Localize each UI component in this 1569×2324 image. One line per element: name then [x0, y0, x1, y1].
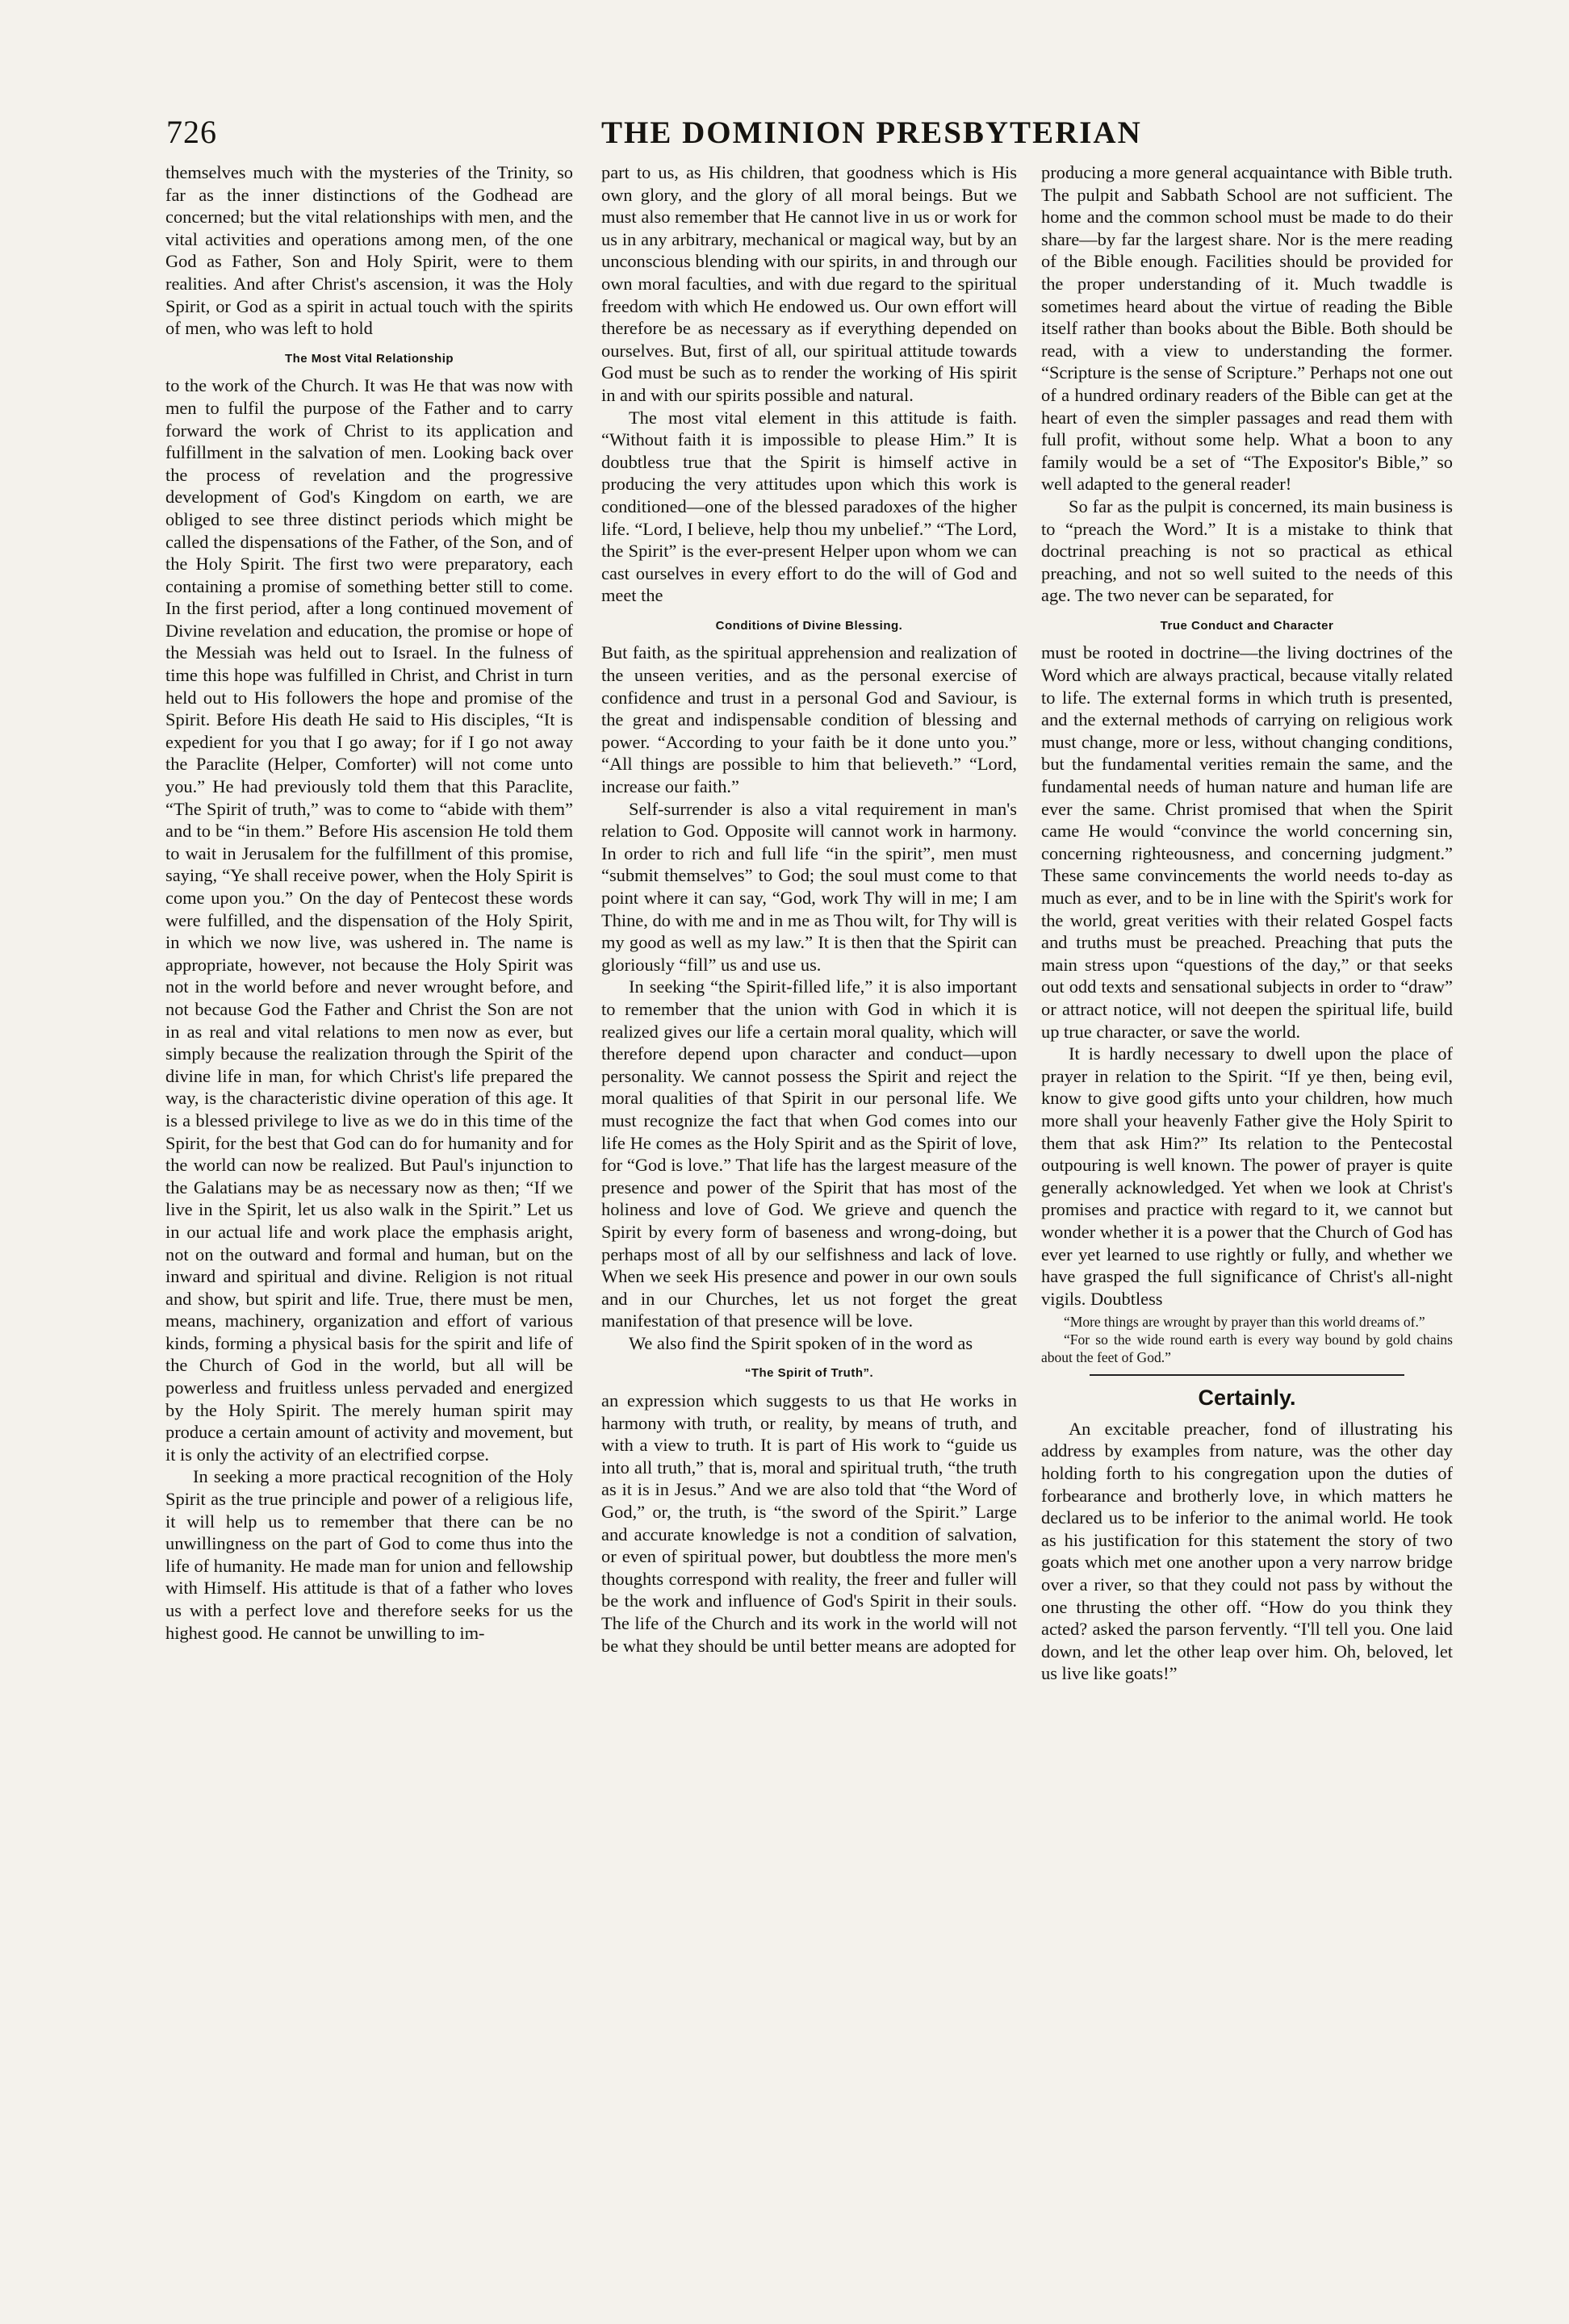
paragraph: So far as the pulpit is concerned, its main business is to “preach the Word.” It is a mistake to think that doctrinal preaching is not so practical as ethical preaching, and not so well suited to the needs of this age. The two never can be separated, for	[1041, 495, 1453, 606]
paragraph: In seeking a more practical recognition of the Holy Spirit as the true principle and power of a religious life, it will help us to remember that there can be no unwillingness on the part of God to come thus into the life of humanity. He made man for union and fellowship with Himself. His attitude is that of a father who loves us with a perfect love and therefore seeks for us the highest good. He cannot be unwilling to im-	[165, 1466, 573, 1643]
section-title-certainly: Certainly.	[1198, 1386, 1296, 1411]
paragraph: to the work of the Church. It was He that was now with men to fulfil the purpose of the Father and to carry forward the work of Christ to its application and fulfillment in the salvation of men. Looking back over the process of revelation and the progressive development of God's Kingdom on earth, we are obliged to see three distinct periods which might be called the dispensations of the Father, of the Son, and of the Holy Spirit. The first two were preparatory, each containing a promise of something better still to come. In the first period, after a long continued movement of Divine revelation and education, the promise or hope of the Messiah was held out to Israel. In the fulness of time this hope was fulfilled in Christ, and Christ in turn held out to His followers the hope and promise of the Spirit. Before His death He said to His disciples, “It is expedient for you that I go away; for if I go not away the Paraclite (Helper, Comforter) will not come unto you.” He had previously told them that this Paraclite, “The Spirit of truth,” was to come to “abide with them” and to be “in them.” Before His ascension He told them to wait in Jerusalem for the fulfillment of this promise, saying, “Ye shall receive power, when the Holy Spirit is come upon you.” On the day of Pentecost these words were fulfilled, and the dispensation of the Holy Spirit, in which we now live, was ushered in. The name is appropriate, however, not because the Holy Spirit was not in the world before and never wrought before, and not because God the Father and Christ the Son are not in as real and vital relations to men now as ever, but simply because the realization through the Spirit of the divine life in man, for which Christ's life prepared the way, is the characteristic divine operation of this age. It is a blessed privilege to live as we do in this time of the Spirit, for the best that God can do for humanity and for the world can now be realized. But Paul's injunction to the Galatians may be as necessary now as then; “If we live in the Spirit, let us also walk in the Spirit.” Let us in our actual life and work place the emphasis aright, not on the outward and formal and human, but on the inward and spiritual and divine. Religion is not ritual and show, but spirit and life. True, there must be men, means, machinery, organization and effort of various kinds, forming a physical basis for the spirit and life of the Church of God in the world, but all will be powerless and fruitless unless pervaded and energized by the Holy Spirit. The merely human spirit may produce a certain amount of activity and movement, but it is only the activity of an electrified corpse.	[165, 375, 573, 1465]
paragraph: producing a more general acquaintance with Bible truth. The pulpit and Sabbath School are not sufficient. The home and the common school must be made to do their share—by far the largest share. Nor is the mere reading of the Bible enough. Facilities should be provided for the proper understanding of it. Much twaddle is sometimes heard about the virtue of reading the Bible itself rather than books about the Bible. Both should be read, with a view to understanding the former. “Scripture is the sense of Scripture.” Perhaps not one out of a hundred ordinary readers of the Bible can get at the heart of even the simpler passages and read them with full profit, without some help. What a boon to any family would be a set of “The Expositor's Bible,” so well adapted to the general reader!	[1041, 162, 1453, 495]
subheading-true-conduct-and-character: True Conduct and Character	[1160, 618, 1334, 633]
paragraph: an expression which suggests to us that He works in harmony with truth, or reality, by means of truth, and with a view to truth. It is part of His work to “guide us into all truth,” that is, moral and spiritual truth, “the truth as it is in Jesus.” And we are also told that “the Word of God,” or, the truth, is “the sword of the Spirit.” Large and accurate knowledge is not a condition of salvation, or even of spiritual power, but doubtless the more men's thoughts correspond with reality, the freer and fuller will be the work and influence of God's Spirit in their souls. The life of the Church and its work in the world will not be what they should be until better means are adopted for	[601, 1390, 1017, 1656]
paragraph: We also find the Spirit spoken of in the word as	[629, 1332, 973, 1353]
paragraph: In seeking “the Spirit-filled life,” it is also important to remember that the union with God in which it is realized gives our life a certain moral quality, which will therefore depend upon character and conduct—upon personality. We cannot possess the Spirit and reject the moral qualities of that Spirit in our personal life. We must recognize the fact that when God comes into our life He comes as the Holy Spirit and as the Spirit of love, for “God is love.” That life has the largest measure of the presence and power of the Spirit that has most of the holiness and love of God. We grieve and quench the Spirit by every form of baseness and wrong-doing, but perhaps most of all by our selfishness and lack of love. When we seek His presence and power in our own souls and in our Churches, let us not forget the great manifestation of that presence will be love.	[601, 976, 1017, 1331]
page-number: 726	[166, 114, 217, 150]
paragraph: But faith, as the spiritual apprehension and realization of the unseen verities, and as the personal exercise of confidence and trust in a personal God and Saviour, is the great and indispensable condition of blessing and power. “According to your faith be it done unto you.” “All things are possible to him that believeth.” “Lord, increase our faith.”	[601, 642, 1017, 797]
paragraph: themselves much with the mysteries of the Trinity, so far as the inner distinctions of the Godhead are concerned; but the vital relationships with men, and the vital activities and operations among men, of the one God as Father, Son and Holy Spirit, were to them realities. And after Christ's ascension, it was the Holy Spirit, or God as a spirit in actual touch with the spirits of men, who was left to hold	[165, 162, 573, 339]
page-header	[161, 113, 1472, 153]
paragraph: Self-surrender is also a vital requirement in man's relation to God. Opposite will cannot work in harmony. In order to rich and full life “in the spirit”, men must “submit themselves” to God; the soul must come to that point where it can say, “God, work Thy will in me; I am Thine, do with me and in me as Thou wilt, for Thy will is my good as well as my law.” It is then that the Spirit can gloriously “fill” us and use us.	[601, 798, 1017, 975]
subheading-spirit-of-truth: “The Spirit of Truth”.	[744, 1366, 874, 1381]
column-1	[165, 161, 573, 1644]
quote-line: “For so the wide round earth is every way bound by gold chains about the feet of God.”	[1041, 1331, 1453, 1366]
section-divider	[1090, 1374, 1404, 1376]
subheading-conditions-of-divine-blessing: Conditions of Divine Blessing.	[715, 618, 903, 633]
running-title: THE DOMINION PRESBYTERIAN	[601, 115, 1142, 150]
paragraph: part to us, as His children, that goodness which is His own glory, and the glory of all moral beings. But we must also remember that He cannot live in us or work for us in any arbitrary, mechanical or magical way, but by an unconscious blending with our spirits, in and through our own moral faculties, and with due regard to the spiritual freedom with which He endowed us. Our own effort will therefore be as necessary as if everything depended on ourselves. But, first of all, our spiritual attitude towards God must be such as to render the working of His spirit in and with our spirits possible and natural.	[601, 162, 1017, 405]
paragraph: must be rooted in doctrine—the living doctrines of the Word which are always practical, because vitally related to life. The external forms in which truth is presented, and the external methods of carrying on religious work must change, more or less, without changing conditions, but the fundamental verities remain the same, and the fundamental needs of human nature and human life are ever the same. Christ promised that when the Spirit came He would “convince the world concerning sin, concerning righteousness, and concerning judgment.” These same convincements the world needs to-day as much as ever, and to be in line with the Spirit's work for the world, great verities with their related Gospel facts and truths must be preached. Preaching that puts the main stress upon “questions of the day,” or that seeks out odd texts and sensational subjects in order to “draw” or attract notice, will not deepen the spiritual life, build up true character, or save the world.	[1041, 642, 1453, 1042]
paragraph: The most vital element in this attitude is faith. “Without faith it is impossible to please Him.” It is doubtless true that the Spirit is himself active in producing the very attitudes upon which this work is conditioned—one of the blessed paradoxes of the higher life. “Lord, I believe, help thou my unbelief.” “The Lord, the Spirit” is the ever-present Helper upon whom we can cast ourselves in every effort to do the will of God and meet the	[601, 407, 1017, 606]
column-2	[601, 161, 1017, 1657]
column-3	[1041, 161, 1453, 1685]
paragraph: It is hardly necessary to dwell upon the place of prayer in relation to the Spirit. “If ye then, being evil, know to give good gifts unto your children, how much more shall your heavenly Father give the Holy Spirit to them that ask Him?” Its relation to the Pentecostal outpouring is well known. The power of prayer is quite generally acknowledged. Yet when we look at Christ's promises and practice with regard to it, we cannot but wonder whether it is a power that the Church of God has ever yet learned to use rightly or fully, and whether we have grasped the full significance of Christ's all-night vigils. Doubtless	[1041, 1043, 1453, 1309]
quote-line: “More things are wrought by prayer than this world dreams of.”	[1064, 1314, 1425, 1331]
subheading-most-vital-relationship: The Most Vital Relationship	[284, 351, 454, 366]
poem-quote	[1041, 1313, 1453, 1366]
paragraph: An excitable preacher, fond of illustrating his address by examples from nature, was the other day holding forth to his congregation upon the duties of forbearance and brotherly love, in which matters he declared us to be inferior to the animal world. He took as his justification for this statement the story of two goats which met one another upon a very narrow bridge over a river, so that they could not pass by without the one thrusting the other off. “How do you think they acted? asked the parson fervently. “I'll tell you. One laid down, and let the other leap over him. Oh, beloved, let us live like goats!”	[1041, 1418, 1453, 1684]
